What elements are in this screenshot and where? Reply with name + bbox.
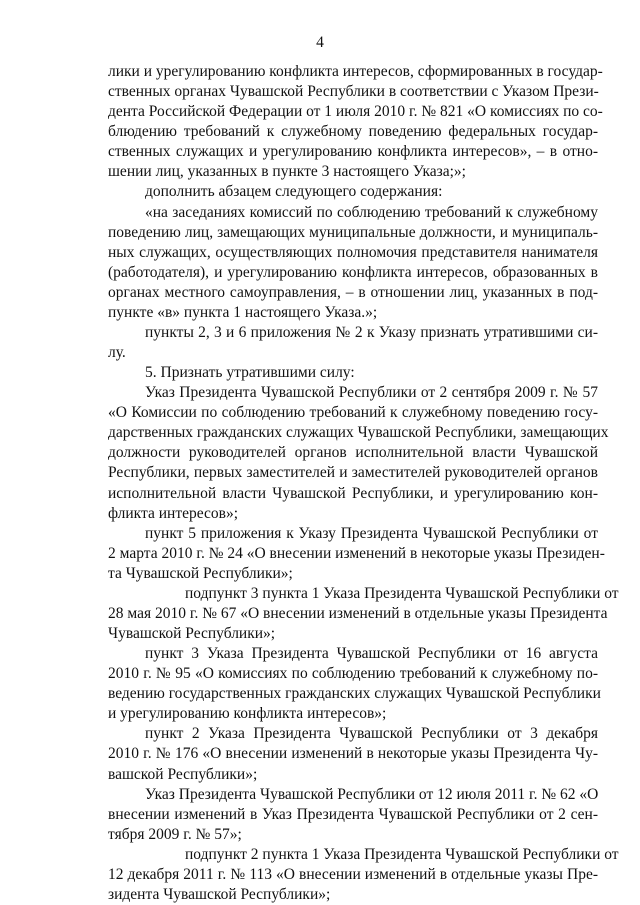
text-line: зидента Чувашской Республики»; — [108, 886, 331, 903]
text-line: Республики, первых заместителей и заместителей руководителей органов — [108, 464, 598, 482]
text-line: и урегулированию конфликта интересов»; — [108, 705, 387, 723]
text-line: подпункт 3 пункта 1 Указа Президента Чувашской Республики от — [185, 584, 619, 602]
text-line: (работодателя), и урегулированию конфликта интересов, образованных в — [108, 263, 598, 281]
text-line: тября 2009 г. № 57»; — [108, 825, 242, 843]
text-line: должности руководителей органов исполнительной власти Чувашской — [108, 444, 598, 462]
text-line: пункт 3 Указа Президента Чувашской Республики от 16 августа — [145, 645, 598, 663]
text-line: шении лиц, указанных в пункте 3 настоящего Указа;»; — [108, 163, 466, 181]
text-line: блюдению требований к служебному поведению федеральных государ- — [108, 123, 598, 141]
text-line: 28 мая 2010 г. № 67 «О внесении изменений в отдельные указы Президента — [108, 604, 608, 622]
text-line: ственных органах Чувашской Республики в соответствии с Указом Прези- — [108, 83, 599, 101]
text-line: дарственных гражданских служащих Чувашской Республики, замещающих — [108, 424, 609, 442]
text-line: 2010 г. № 95 «О комиссиях по соблюдению требований к служебному по- — [108, 665, 598, 683]
text-line: 2010 г. № 176 «О внесении изменений в некоторые указы Президента Чу- — [108, 745, 598, 763]
text-line: 5. Признать утратившими силу: — [145, 364, 355, 382]
text-line: «на заседаниях комиссий по соблюдению требований к служебному — [145, 203, 598, 221]
text-line: фликта интересов»; — [108, 504, 238, 522]
text-line: «О Комиссии по соблюдению требований к служебному поведению госу- — [108, 404, 598, 422]
text-line: Указ Президента Чувашской Республики от 2 сентября 2009 г. № 57 — [145, 384, 598, 402]
text-line: дополнить абзацем следующего содержания: — [145, 183, 443, 201]
page-number: 4 — [316, 34, 324, 51]
text-line: 2 марта 2010 г. № 24 «О внесении изменений в некоторые указы Президен- — [108, 544, 605, 562]
text-line: лу. — [108, 344, 126, 362]
text-line: подпункт 2 пункта 1 Указа Президента Чувашской Республики от — [185, 845, 619, 863]
text-line: 12 декабря 2011 г. № 113 «О внесении изменений в отдельные указы Пре- — [108, 865, 598, 883]
text-line: Чувашской Республики»; — [108, 625, 276, 643]
text-line: вашской Республики»; — [108, 765, 258, 783]
text-line: пункт 5 приложения к Указу Президента Чувашской Республики от — [145, 524, 598, 542]
text-line: органах местного самоуправления, – в отношении лиц, указанных в под- — [108, 283, 598, 301]
text-line: ственных служащих и урегулированию конфликта интересов», – в отно- — [108, 143, 598, 161]
text-line: поведению лиц, замещающих муниципальные должности, и муниципаль- — [108, 223, 598, 241]
text-line: дента Российской Федерации от 1 июля 2010 г. № 821 «О комиссиях по со- — [108, 103, 603, 121]
text-line: внесении изменений в Указ Президента Чувашской Республики от 2 сен- — [108, 805, 598, 823]
text-line: пункты 2, 3 и 6 приложения № 2 к Указу признать утратившими си- — [145, 323, 598, 341]
text-line: ных служащих, осуществляющих полномочия представителя нанимателя — [108, 243, 598, 261]
text-line: пункт 2 Указа Президента Чувашской Республики от 3 декабря — [145, 725, 598, 743]
text-line: лики и урегулированию конфликта интересов, сформированных в государ- — [108, 63, 603, 80]
text-line: исполнительной власти Чувашской Республики, и урегулированию кон- — [108, 484, 598, 502]
text-line: ведению государственных гражданских служащих Чувашской Республики — [108, 685, 601, 703]
text-line: Указ Президента Чувашской Республики от 12 июля 2011 г. № 62 «О — [145, 785, 599, 803]
text-line: та Чувашской Республики»; — [108, 564, 293, 582]
text-line: пункте «в» пункта 1 настоящего Указа.»; — [108, 303, 378, 321]
